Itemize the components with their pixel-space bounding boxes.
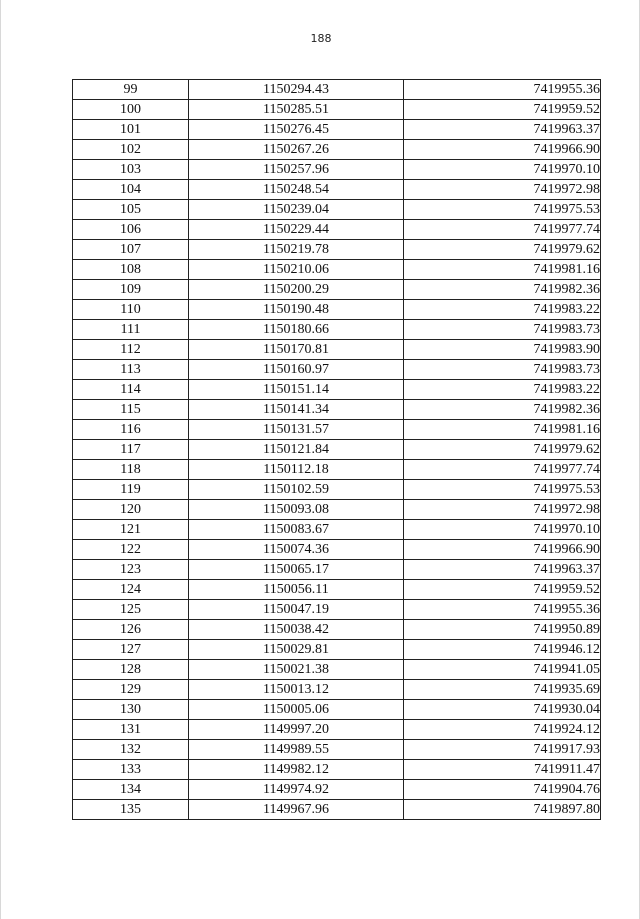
- point-number-cell: 110: [73, 300, 189, 320]
- point-number-cell: 123: [73, 560, 189, 580]
- x-coordinate-cell: 1149974.92: [189, 780, 404, 800]
- x-coordinate-cell: 1150151.14: [189, 380, 404, 400]
- point-number-cell: 114: [73, 380, 189, 400]
- y-coordinate-cell: 7419911.47: [404, 760, 601, 780]
- x-coordinate-cell: 1150229.44: [189, 220, 404, 240]
- point-number-cell: 115: [73, 400, 189, 420]
- point-number-cell: 103: [73, 160, 189, 180]
- y-coordinate-cell: 7419897.80: [404, 800, 601, 820]
- y-coordinate-cell: 7419977.74: [404, 460, 601, 480]
- x-coordinate-cell: 1150005.06: [189, 700, 404, 720]
- table-row: [73, 700, 601, 720]
- x-coordinate-cell: 1149989.55: [189, 740, 404, 760]
- x-coordinate-cell: 1150047.19: [189, 600, 404, 620]
- table-row: [73, 740, 601, 760]
- x-coordinate-cell: 1149982.12: [189, 760, 404, 780]
- y-coordinate-cell: 7419979.62: [404, 440, 601, 460]
- x-coordinate-cell: 1150180.66: [189, 320, 404, 340]
- x-coordinate-cell: 1150038.42: [189, 620, 404, 640]
- table-row: [73, 440, 601, 460]
- y-coordinate-cell: 7419979.62: [404, 240, 601, 260]
- point-number-cell: 119: [73, 480, 189, 500]
- table-row: [73, 260, 601, 280]
- y-coordinate-cell: 7419955.36: [404, 600, 601, 620]
- y-coordinate-cell: 7419950.89: [404, 620, 601, 640]
- coordinate-table-body: [73, 80, 601, 820]
- y-coordinate-cell: 7419972.98: [404, 500, 601, 520]
- y-coordinate-cell: 7419955.36: [404, 80, 601, 100]
- y-coordinate-cell: 7419930.04: [404, 700, 601, 720]
- x-coordinate-cell: 1150248.54: [189, 180, 404, 200]
- x-coordinate-cell: 1150257.96: [189, 160, 404, 180]
- table-row: [73, 160, 601, 180]
- y-coordinate-cell: 7419963.37: [404, 560, 601, 580]
- x-coordinate-cell: 1150131.57: [189, 420, 404, 440]
- point-number-cell: 131: [73, 720, 189, 740]
- table-row: [73, 280, 601, 300]
- point-number-cell: 134: [73, 780, 189, 800]
- x-coordinate-cell: 1150112.18: [189, 460, 404, 480]
- table-row: [73, 620, 601, 640]
- y-coordinate-cell: 7419966.90: [404, 140, 601, 160]
- y-coordinate-cell: 7419959.52: [404, 100, 601, 120]
- x-coordinate-cell: 1150160.97: [189, 360, 404, 380]
- x-coordinate-cell: 1150190.48: [189, 300, 404, 320]
- y-coordinate-cell: 7419924.12: [404, 720, 601, 740]
- y-coordinate-cell: 7419963.37: [404, 120, 601, 140]
- x-coordinate-cell: 1150294.43: [189, 80, 404, 100]
- table-row: [73, 300, 601, 320]
- point-number-cell: 108: [73, 260, 189, 280]
- y-coordinate-cell: 7419975.53: [404, 480, 601, 500]
- point-number-cell: 118: [73, 460, 189, 480]
- page-number: 188: [310, 32, 332, 45]
- table-row: [73, 640, 601, 660]
- point-number-cell: 104: [73, 180, 189, 200]
- y-coordinate-cell: 7419917.93: [404, 740, 601, 760]
- point-number-cell: 129: [73, 680, 189, 700]
- point-number-cell: 127: [73, 640, 189, 660]
- table-row: [73, 80, 601, 100]
- table-row: [73, 320, 601, 340]
- table-row: [73, 720, 601, 740]
- table-row: [73, 560, 601, 580]
- y-coordinate-cell: 7419946.12: [404, 640, 601, 660]
- point-number-cell: 112: [73, 340, 189, 360]
- point-number-cell: 111: [73, 320, 189, 340]
- x-coordinate-cell: 1150121.84: [189, 440, 404, 460]
- x-coordinate-cell: 1150267.26: [189, 140, 404, 160]
- table-row: [73, 140, 601, 160]
- y-coordinate-cell: 7419975.53: [404, 200, 601, 220]
- table-row: [73, 600, 601, 620]
- x-coordinate-cell: 1150219.78: [189, 240, 404, 260]
- y-coordinate-cell: 7419983.73: [404, 360, 601, 380]
- x-coordinate-cell: 1150065.17: [189, 560, 404, 580]
- y-coordinate-cell: 7419977.74: [404, 220, 601, 240]
- table-row: [73, 580, 601, 600]
- x-coordinate-cell: 1150021.38: [189, 660, 404, 680]
- x-coordinate-cell: 1150093.08: [189, 500, 404, 520]
- y-coordinate-cell: 7419981.16: [404, 260, 601, 280]
- table-row: [73, 100, 601, 120]
- point-number-cell: 126: [73, 620, 189, 640]
- point-number-cell: 133: [73, 760, 189, 780]
- table-row: [73, 120, 601, 140]
- x-coordinate-cell: 1150276.45: [189, 120, 404, 140]
- y-coordinate-cell: 7419966.90: [404, 540, 601, 560]
- point-number-cell: 122: [73, 540, 189, 560]
- table-row: [73, 500, 601, 520]
- point-number-cell: 120: [73, 500, 189, 520]
- point-number-cell: 102: [73, 140, 189, 160]
- x-coordinate-cell: 1150074.36: [189, 540, 404, 560]
- table-row: [73, 380, 601, 400]
- point-number-cell: 101: [73, 120, 189, 140]
- y-coordinate-cell: 7419941.05: [404, 660, 601, 680]
- table-row: [73, 660, 601, 680]
- x-coordinate-cell: 1149967.96: [189, 800, 404, 820]
- table-row: [73, 200, 601, 220]
- y-coordinate-cell: 7419970.10: [404, 160, 601, 180]
- point-number-cell: 109: [73, 280, 189, 300]
- point-number-cell: 132: [73, 740, 189, 760]
- table-row: [73, 520, 601, 540]
- point-number-cell: 121: [73, 520, 189, 540]
- point-number-cell: 106: [73, 220, 189, 240]
- table-row: [73, 760, 601, 780]
- x-coordinate-cell: 1150141.34: [189, 400, 404, 420]
- table-row: [73, 680, 601, 700]
- table-row: [73, 540, 601, 560]
- point-number-cell: 105: [73, 200, 189, 220]
- x-coordinate-cell: 1150239.04: [189, 200, 404, 220]
- x-coordinate-cell: 1150102.59: [189, 480, 404, 500]
- x-coordinate-cell: 1150013.12: [189, 680, 404, 700]
- y-coordinate-cell: 7419982.36: [404, 280, 601, 300]
- y-coordinate-cell: 7419983.22: [404, 300, 601, 320]
- x-coordinate-cell: 1150083.67: [189, 520, 404, 540]
- y-coordinate-cell: 7419904.76: [404, 780, 601, 800]
- table-row: [73, 400, 601, 420]
- table-row: [73, 460, 601, 480]
- point-number-cell: 125: [73, 600, 189, 620]
- table-row: [73, 220, 601, 240]
- x-coordinate-cell: 1150170.81: [189, 340, 404, 360]
- x-coordinate-cell: 1150210.06: [189, 260, 404, 280]
- y-coordinate-cell: 7419981.16: [404, 420, 601, 440]
- x-coordinate-cell: 1150285.51: [189, 100, 404, 120]
- x-coordinate-cell: 1150029.81: [189, 640, 404, 660]
- point-number-cell: 130: [73, 700, 189, 720]
- x-coordinate-cell: 1149997.20: [189, 720, 404, 740]
- y-coordinate-cell: 7419983.73: [404, 320, 601, 340]
- y-coordinate-cell: 7419970.10: [404, 520, 601, 540]
- coordinate-table: [72, 79, 601, 820]
- table-row: [73, 360, 601, 380]
- table-row: [73, 180, 601, 200]
- y-coordinate-cell: 7419983.22: [404, 380, 601, 400]
- y-coordinate-cell: 7419982.36: [404, 400, 601, 420]
- point-number-cell: 99: [73, 80, 189, 100]
- table-row: [73, 340, 601, 360]
- x-coordinate-cell: 1150056.11: [189, 580, 404, 600]
- table-row: [73, 480, 601, 500]
- x-coordinate-cell: 1150200.29: [189, 280, 404, 300]
- point-number-cell: 100: [73, 100, 189, 120]
- point-number-cell: 117: [73, 440, 189, 460]
- table-row: [73, 800, 601, 820]
- point-number-cell: 113: [73, 360, 189, 380]
- y-coordinate-cell: 7419959.52: [404, 580, 601, 600]
- point-number-cell: 128: [73, 660, 189, 680]
- point-number-cell: 135: [73, 800, 189, 820]
- table-row: [73, 240, 601, 260]
- y-coordinate-cell: 7419972.98: [404, 180, 601, 200]
- y-coordinate-cell: 7419983.90: [404, 340, 601, 360]
- table-row: [73, 420, 601, 440]
- table-row: [73, 780, 601, 800]
- point-number-cell: 116: [73, 420, 189, 440]
- point-number-cell: 107: [73, 240, 189, 260]
- point-number-cell: 124: [73, 580, 189, 600]
- y-coordinate-cell: 7419935.69: [404, 680, 601, 700]
